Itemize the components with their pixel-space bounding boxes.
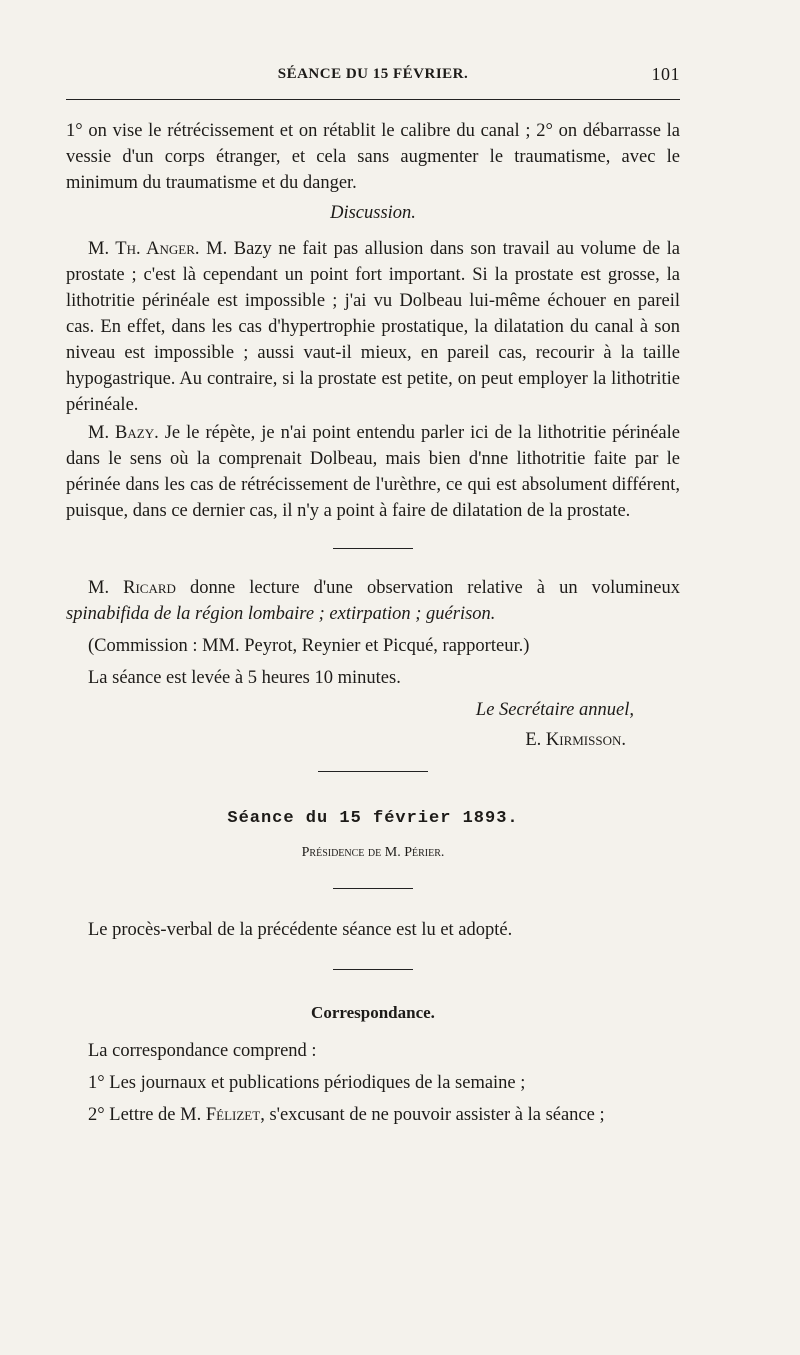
section-divider (333, 548, 413, 549)
correspondance-heading: Correspondance. (311, 1003, 435, 1022)
page-body (66, 118, 680, 1128)
item2-name: Félizet (205, 1105, 261, 1125)
paragraph-closing: La séance est levée à 5 heures 10 minutes. (88, 668, 401, 688)
page-number: 101 (651, 64, 680, 84)
header-rule (66, 99, 680, 100)
section-divider (333, 969, 413, 970)
speaker-anger: M. Th. Anger. (88, 239, 200, 259)
session-title: Séance du 15 février 1893. (227, 809, 519, 828)
paragraph-anger (66, 236, 680, 418)
correspondance-item-2 (66, 1102, 680, 1128)
bazy-text: Je le répète, je n'ai point entendu parler ici de la lithotritie périnéale dans le sens où la comprenait Dolbeau, mais bien d'nne lithotritie faite par le périnée dans les cas de rétrécissement de l'urèthre, ce qui est absolument différent, puisque, dans ce dernier cas, il n'y a point à faire de dilatation de la prostate. (66, 423, 680, 521)
item2-prefix: 2° Lettre de M. (88, 1105, 206, 1125)
correspondance-item-1: 1° Les journaux et publications périodiques de la semaine ; (88, 1073, 526, 1093)
paragraph-ricard (66, 575, 680, 627)
section-divider (318, 771, 428, 772)
item2-suffix: , s'excusant de ne pouvoir assister à la séance ; (260, 1105, 605, 1125)
anger-text: M. Bazy ne fait pas allusion dans son travail au volume de la prostate ; c'est là cependant un point fort important. Si la prostate est grosse, la lithotritie périnéale est impossible ; j'ai vu Dolbeau lui-même échouer en pareil cas. En effet, dans les cas d'hypertrophie prostatique, la dilatation du canal à son niveau est impossible ; aussi vaut-il mieux, en pareil cas, recourir à la taille hypogastrique. Au contraire, si la prostate est petite, on peut employer la lithotritie périnéale. (66, 239, 680, 415)
paragraph-bazy (66, 420, 680, 524)
signature-name: E. Kirmisson. (525, 730, 626, 750)
session-presidence: Présidence de M. Périer. (301, 845, 445, 860)
signature-title: Le Secrétaire annuel, (475, 700, 634, 720)
paragraph-conclusion: 1° on vise le rétrécissement et on rétablit le calibre du canal ; 2° on débarrasse la vessie d'un corps étranger, et cela sans augmenter le traumatisme, avec le minimum du traumatisme et du danger. (66, 121, 680, 193)
speaker-bazy: M. Bazy. (88, 423, 159, 443)
discussion-heading: Discussion. (330, 203, 416, 223)
ricard-title: spinabifida de la région lombaire ; extirpation ; guérison. (66, 604, 496, 624)
section-divider (333, 888, 413, 889)
page-header (66, 64, 680, 92)
speaker-ricard: M. Ricard (88, 578, 176, 598)
ricard-text: donne lecture d'une observation relative à un volumineux (175, 578, 680, 598)
correspondance-intro: La correspondance comprend : (88, 1041, 317, 1061)
paragraph-commission: (Commission : MM. Peyrot, Reynier et Picqué, rapporteur.) (88, 636, 530, 656)
running-title: SÉANCE DU 15 FÉVRIER. (277, 66, 469, 82)
paragraph-minutes: Le procès-verbal de la précédente séance est lu et adopté. (88, 920, 513, 940)
